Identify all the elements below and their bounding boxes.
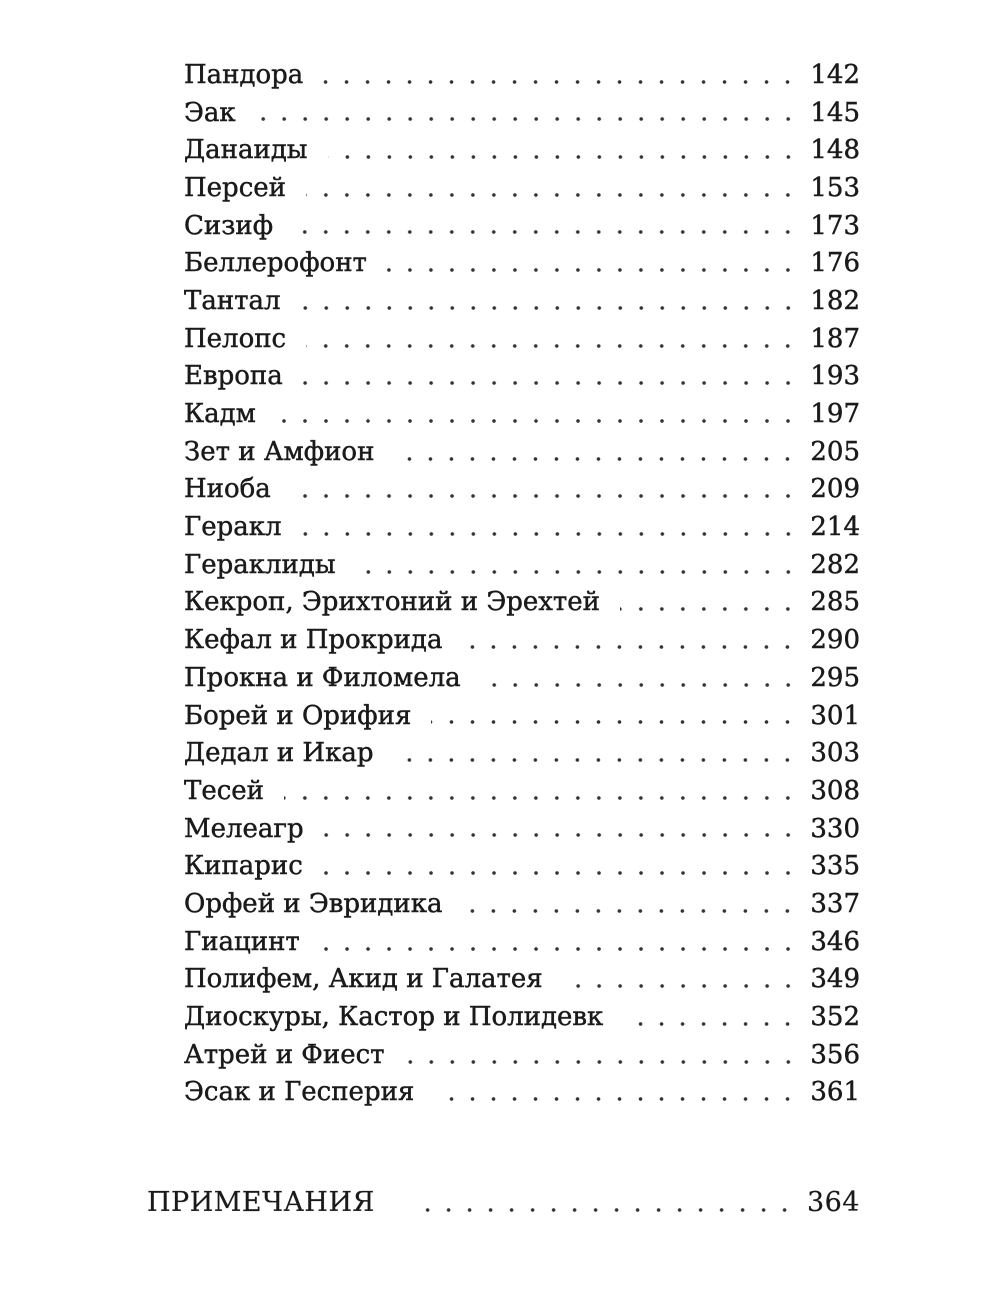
dot-leader	[293, 207, 798, 245]
toc-entry[interactable]	[184, 998, 860, 1036]
dot-leader	[431, 697, 798, 735]
toc-entry[interactable]	[184, 659, 860, 697]
dot-leader	[324, 810, 799, 848]
entry-page-number: 282	[810, 549, 860, 580]
entry-title: Эак	[184, 97, 236, 128]
entry-page-number: 337	[810, 888, 860, 919]
entry-page-number: 308	[810, 775, 860, 806]
entry-title: Данаиды	[184, 135, 308, 166]
toc-entry[interactable]	[184, 584, 860, 622]
dot-leader	[356, 546, 799, 584]
entry-title: Ниоба	[184, 474, 271, 505]
dot-leader	[394, 433, 798, 471]
toc-entry[interactable]	[184, 697, 860, 735]
toc-entry[interactable]	[184, 508, 860, 546]
dot-leader	[301, 282, 799, 320]
entry-page-number: 187	[810, 323, 860, 354]
dot-leader	[328, 131, 799, 169]
entry-title: Кипарис	[184, 851, 303, 882]
toc-entry[interactable]	[184, 169, 860, 207]
toc-entry[interactable]	[184, 244, 860, 282]
entry-page-number: 290	[810, 625, 860, 656]
toc-entry[interactable]	[184, 734, 860, 772]
dot-leader	[462, 621, 798, 659]
entry-page-number: 148	[810, 135, 860, 166]
entry-title: Полифем, Акид и Галатея	[184, 964, 543, 995]
entry-page-number: 193	[810, 361, 860, 392]
entry-page-number: 352	[810, 1002, 860, 1033]
toc-entry[interactable]	[184, 1036, 860, 1074]
entry-title: Беллерофонт	[184, 248, 367, 279]
entry-page-number: 153	[810, 172, 860, 203]
entry-title: Кадм	[184, 399, 256, 430]
toc-entry[interactable]	[184, 131, 860, 169]
dot-leader	[302, 508, 799, 546]
dot-leader	[276, 395, 799, 433]
toc-entry[interactable]	[184, 847, 860, 885]
dot-leader	[434, 1074, 798, 1112]
dot-leader	[291, 471, 799, 509]
toc-entry[interactable]	[184, 546, 860, 584]
dot-leader	[306, 320, 798, 358]
dot-leader	[623, 998, 798, 1036]
toc-entry-notes[interactable]	[147, 1184, 860, 1222]
entry-page-number: 335	[810, 851, 860, 882]
dot-leader	[256, 94, 799, 132]
entry-page-number: 173	[810, 210, 860, 241]
dot-leader	[323, 847, 799, 885]
entry-page-number: 346	[810, 926, 860, 957]
entry-page-number: 214	[810, 512, 860, 543]
toc-notes-section	[147, 1184, 860, 1222]
entry-title: Борей и Орифия	[184, 700, 412, 731]
entry-title: Пелопс	[184, 323, 287, 354]
entry-page-number: 295	[810, 662, 860, 693]
dot-leader	[393, 734, 798, 772]
entry-page-number: 145	[810, 97, 860, 128]
entry-page-number: 182	[810, 285, 860, 316]
entry-page-number: 361	[810, 1077, 860, 1108]
toc-entry[interactable]	[184, 207, 860, 245]
entry-title: Дедал и Икар	[184, 738, 374, 769]
entry-title: Мелеагр	[184, 813, 304, 844]
entry-title: Эсак и Гесперия	[184, 1077, 415, 1108]
entry-page-number: 285	[810, 587, 860, 618]
entry-title: ПРИМЕЧАНИЯ	[147, 1187, 375, 1219]
entry-title: Пандора	[184, 59, 304, 90]
dot-leader	[284, 772, 798, 810]
toc-entry[interactable]	[184, 358, 860, 396]
entry-page-number: 205	[810, 436, 860, 467]
dot-leader	[306, 169, 798, 207]
dot-leader	[481, 659, 799, 697]
entry-page-number: 301	[810, 700, 860, 731]
entry-page-number: 209	[810, 474, 860, 505]
entry-title: Гиацинт	[184, 926, 300, 957]
toc-entry[interactable]	[184, 395, 860, 433]
entry-page-number: 176	[810, 248, 860, 279]
toc-entry[interactable]	[184, 94, 860, 132]
dot-leader	[320, 923, 799, 961]
dot-leader	[563, 961, 799, 999]
toc-list	[184, 56, 860, 1111]
entry-title: Геракл	[184, 512, 282, 543]
toc-entry[interactable]	[184, 56, 860, 94]
entry-page-number: 356	[810, 1039, 860, 1070]
entry-page-number: 364	[806, 1187, 860, 1219]
entry-page-number: 349	[810, 964, 860, 995]
toc-entry[interactable]	[184, 282, 860, 320]
dot-leader	[323, 56, 798, 94]
toc-entry[interactable]	[184, 621, 860, 659]
dot-leader	[387, 244, 798, 282]
toc-entry[interactable]	[184, 923, 860, 961]
toc-entry[interactable]	[184, 961, 860, 999]
entry-title: Диоскуры, Кастор и Полидевк	[184, 1002, 604, 1033]
dot-leader	[411, 1184, 795, 1222]
entry-title: Кефал и Прокрида	[184, 625, 443, 656]
toc-entry[interactable]	[184, 320, 860, 358]
entry-title: Персей	[184, 172, 286, 203]
entry-title: Зет и Амфион	[184, 436, 375, 467]
entry-title: Орфей и Эвридика	[184, 888, 443, 919]
dot-leader	[462, 885, 798, 923]
entry-title: Гераклиды	[184, 549, 336, 580]
entry-page-number: 330	[810, 813, 860, 844]
entry-title: Атрей и Фиест	[184, 1039, 385, 1070]
toc-entry[interactable]	[184, 810, 860, 848]
entry-title: Тесей	[184, 775, 265, 806]
entry-title: Европа	[184, 361, 283, 392]
entry-title: Прокна и Филомела	[184, 662, 461, 693]
toc-entry[interactable]	[184, 471, 860, 509]
dot-leader	[303, 358, 799, 396]
entry-title: Кекроп, Эрихтоний и Эрехтей	[184, 587, 601, 618]
entry-page-number: 142	[810, 59, 860, 90]
toc-entry[interactable]	[184, 1074, 860, 1112]
entry-page-number: 197	[810, 399, 860, 430]
dot-leader	[620, 584, 798, 622]
entry-page-number: 303	[810, 738, 860, 769]
toc-entry[interactable]	[184, 772, 860, 810]
entry-title: Сизиф	[184, 210, 274, 241]
toc-entry[interactable]	[184, 885, 860, 923]
entry-title: Тантал	[184, 285, 281, 316]
toc-entry[interactable]	[184, 433, 860, 471]
dot-leader	[405, 1036, 799, 1074]
